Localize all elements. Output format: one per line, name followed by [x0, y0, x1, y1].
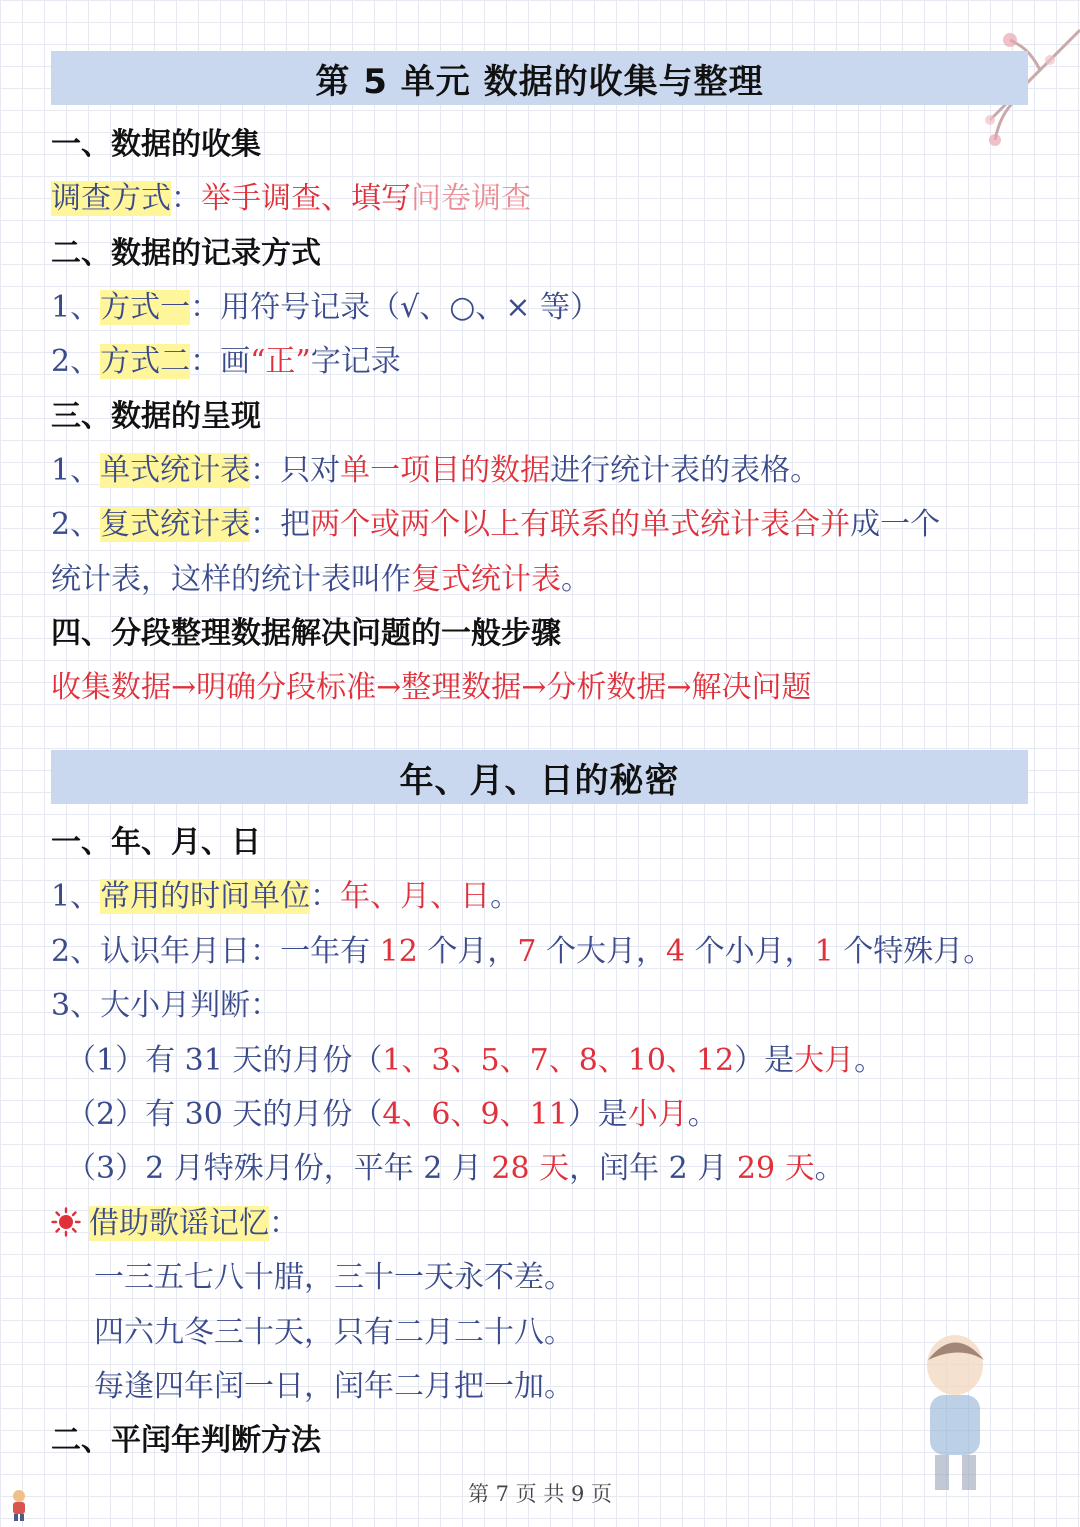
rhyme-label: 借助歌谣记忆 — [89, 1206, 269, 1241]
compound-r1: 两个或两个以上有联系的单式统计表合并 — [310, 507, 851, 542]
survey-methods: 举手调查、填写 — [201, 181, 411, 216]
way2-quote: “正” — [250, 344, 311, 379]
way2-pre: 画 — [220, 344, 251, 379]
way1-num: 1、 — [51, 290, 101, 325]
know-n2: 7 — [517, 934, 537, 969]
compound-sep: ： — [250, 507, 281, 542]
single-t2: 进行统计表的表格。 — [550, 453, 821, 488]
compound-num: 2、 — [51, 507, 101, 542]
rhyme-line-3: 每逢四年闰一日，闰年二月把一加。 — [94, 1369, 574, 1404]
record-way1-line — [51, 288, 600, 328]
single-r1: 单一项目的数据 — [340, 453, 551, 488]
way1-sep: ： — [190, 290, 221, 325]
big-month-line — [66, 1041, 884, 1081]
february-line — [66, 1149, 845, 1189]
compound-label: 复式统计表 — [100, 507, 251, 542]
compound-t2: 成一个 — [850, 507, 941, 542]
compound-table-line2 — [51, 560, 591, 600]
way2-sep: ： — [190, 344, 221, 379]
rhyme-line-1: 一三五七八十腊，三十一天永不差。 — [94, 1260, 574, 1295]
single-sep: ： — [250, 453, 281, 488]
way2-post: 字记录 — [310, 344, 401, 379]
know-n3: 4 — [666, 934, 686, 969]
page-footer: 第 7 页 共 9 页 — [467, 1482, 613, 1506]
heading-leap-year: 二、平闰年判断方法 — [51, 1423, 321, 1458]
watermark-text: 问卷调查 — [411, 181, 531, 216]
compound2-t1: 统计表，这样的统计表叫作 — [51, 562, 411, 597]
single-table-line — [51, 451, 820, 491]
way2-label: 方式二 — [100, 344, 191, 379]
big-end: 。 — [854, 1043, 885, 1078]
rhyme-line-2: 四六九冬三十天，只有二月二十八。 — [94, 1315, 574, 1350]
rhyme-label-line — [51, 1204, 299, 1244]
heading-data-presentation: 三、数据的呈现 — [51, 399, 261, 434]
know-t1: 个月， — [427, 934, 518, 969]
sun-icon — [51, 1207, 81, 1237]
small-month-line — [66, 1095, 718, 1135]
big-word: 大月 — [794, 1043, 855, 1078]
unit-label: 常用的时间单位 — [100, 879, 311, 914]
small-word: 小月 — [627, 1097, 688, 1132]
steps-line: 收集数据→明确分段标准→整理数据→分析数据→解决问题 — [51, 670, 812, 705]
single-t1: 只对 — [280, 453, 341, 488]
feb-end: 。 — [814, 1151, 845, 1186]
judge-line: 3、大小月判断： — [51, 988, 281, 1023]
heading-data-collection: 一、数据的收集 — [51, 127, 261, 162]
record-way2-line — [51, 342, 401, 382]
heading-year-month-day: 一、年、月、日 — [51, 825, 261, 860]
time-unit-line — [51, 877, 520, 917]
way2-num: 2、 — [51, 344, 101, 379]
compound2-r1: 复式统计表 — [411, 562, 561, 597]
survey-method-line — [51, 179, 531, 219]
feb-n2: 29 天 — [736, 1151, 815, 1186]
section1-title: 第 5 单元 数据的收集与整理 — [315, 61, 764, 102]
section2-title: 年、月、日的秘密 — [399, 760, 680, 801]
heading-steps: 四、分段整理数据解决问题的一般步骤 — [51, 616, 561, 651]
big-months: 1、3、5、7、8、10、12 — [382, 1043, 735, 1078]
compound2-t2: 。 — [561, 562, 591, 597]
small-months: 4、6、9、11 — [382, 1097, 568, 1132]
section1-title-banner — [51, 51, 1028, 105]
unit-sep: ： — [310, 879, 341, 914]
big-mid: ）是 — [734, 1043, 795, 1078]
know-t4: 个特殊月。 — [843, 934, 994, 969]
compound-table-line — [51, 505, 940, 545]
survey-method-label: 调查方式 — [51, 181, 171, 216]
small-mid: ）是 — [567, 1097, 628, 1132]
big-pre: （1）有 31 天的月份（ — [66, 1043, 383, 1078]
way1-label: 方式一 — [100, 290, 191, 325]
unit-value: 年、月、日 — [340, 879, 491, 914]
single-num: 1、 — [51, 453, 101, 488]
feb-mid: ，闰年 2 月 — [569, 1151, 728, 1186]
know-t3: 个小月， — [694, 934, 815, 969]
compound-t1: 把 — [280, 507, 311, 542]
know-n4: 1 — [814, 934, 834, 969]
section2-title-banner — [51, 750, 1028, 804]
rhyme-sep: ： — [269, 1206, 299, 1241]
unit-end: 。 — [490, 879, 521, 914]
single-label: 单式统计表 — [100, 453, 251, 488]
feb-n1: 28 天 — [491, 1151, 570, 1186]
heading-record-methods: 二、数据的记录方式 — [51, 236, 321, 271]
small-pre: （2）有 30 天的月份（ — [66, 1097, 383, 1132]
child-illustration — [890, 1320, 1020, 1500]
know-prefix: 2、认识年月日：一年有 — [51, 934, 371, 969]
survey-method-sep: ： — [171, 181, 201, 216]
small-end: 。 — [687, 1097, 718, 1132]
unit-num: 1、 — [51, 879, 101, 914]
way1-text: 用符号记录（√、○、× 等） — [220, 290, 601, 325]
know-calendar-line — [51, 932, 993, 972]
feb-pre: （3）2 月特殊月份，平年 2 月 — [66, 1151, 482, 1186]
know-n1: 12 — [379, 934, 418, 969]
know-t2: 个大月， — [546, 934, 667, 969]
